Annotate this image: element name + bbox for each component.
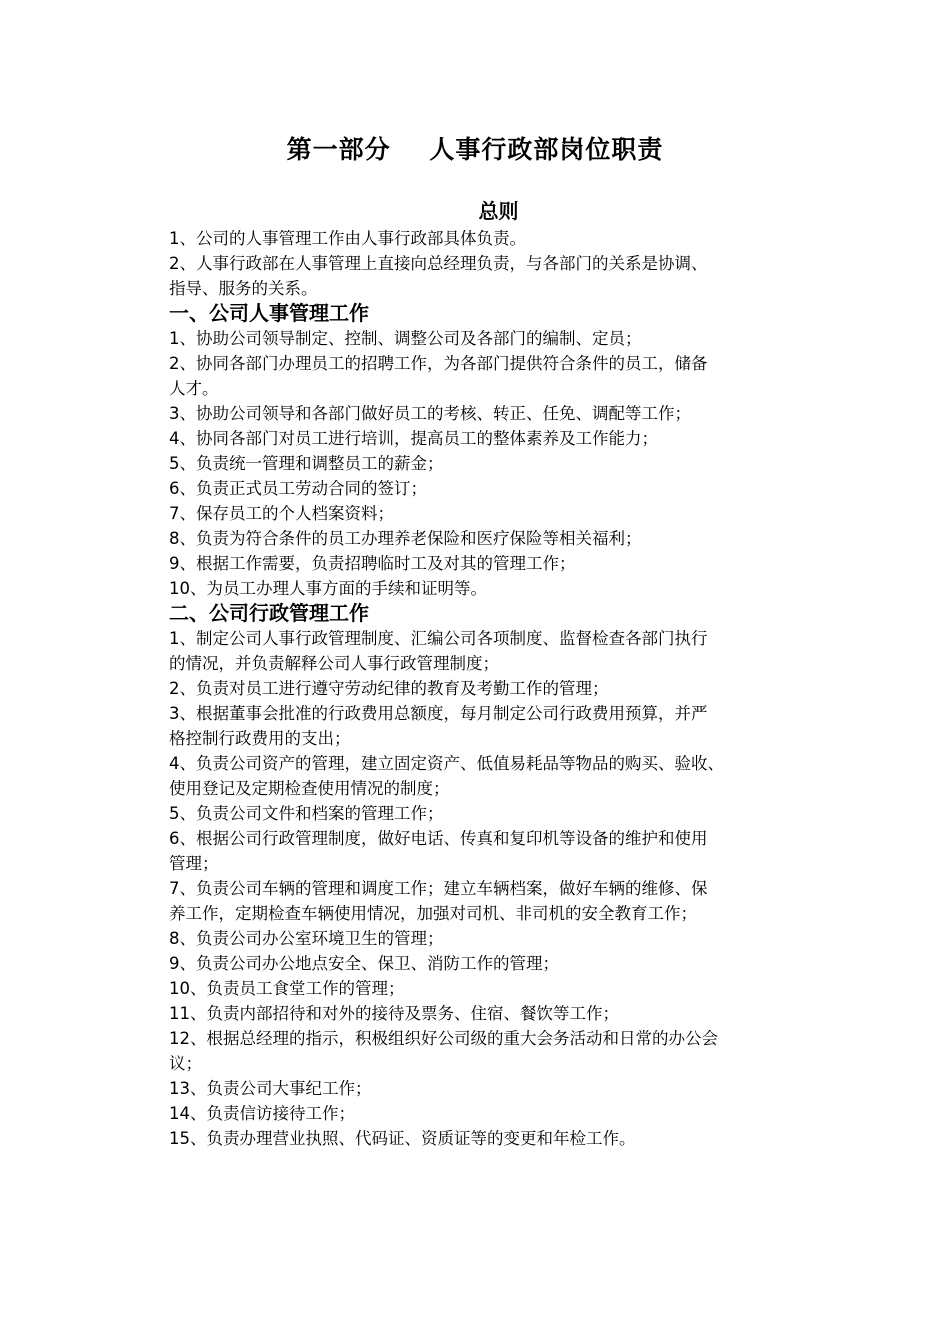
list-item: 5、负责统一管理和调整员工的薪金；: [169, 454, 444, 473]
list-item: 8、负责为符合条件的员工办理养老保险和医疗保险等相关福利；: [169, 529, 642, 548]
list-item: 4、协同各部门对员工进行培训，提高员工的整体素养及工作能力；: [169, 429, 658, 448]
list-item: 6、根据公司行政管理制度，做好电话、传真和复印机等设备的维护和使用: [169, 829, 708, 848]
list-item: 14、负责信访接待工作；: [169, 1104, 355, 1123]
list-item-continuation: 议；: [169, 1054, 202, 1073]
admin-section-heading: 二、公司行政管理工作: [169, 601, 369, 625]
list-item: 11、负责内部招待和对外的接待及票务、住宿、餐饮等工作；: [169, 1004, 619, 1023]
list-item: 7、保存员工的个人档案资料；: [169, 504, 394, 523]
list-item: 15、负责办理营业执照、代码证、资质证等的变更和年检工作。: [169, 1129, 636, 1148]
list-item: 9、负责公司办公地点安全、保卫、消防工作的管理；: [169, 954, 559, 973]
list-item-continuation: 格控制行政费用的支出；: [169, 729, 351, 748]
list-item-continuation: 管理；: [169, 854, 219, 873]
list-item-continuation: 使用登记及定期检查使用情况的制度；: [169, 779, 450, 798]
general-list: [169, 226, 824, 301]
list-item-continuation: 的情况，并负责解释公司人事行政管理制度；: [169, 654, 499, 673]
list-item-continuation: 养工作，定期检查车辆使用情况，加强对司机、非司机的安全教育工作；: [169, 904, 697, 923]
list-item: 9、根据工作需要，负责招聘临时工及对其的管理工作；: [169, 554, 576, 573]
list-item: 12、根据总经理的指示，积极组织好公司级的重大会务活动和日常的办公会: [169, 1029, 718, 1048]
list-item: 6、负责正式员工劳动合同的签订；: [169, 479, 427, 498]
general-heading: 总则: [478, 199, 519, 223]
list-item: 3、协助公司领导和各部门做好员工的考核、转正、任免、调配等工作；: [169, 404, 691, 423]
list-item: 2、人事行政部在人事管理上直接向总经理负责，与各部门的关系是协调、: [169, 254, 708, 273]
list-item: 10、为员工办理人事方面的手续和证明等。: [169, 579, 487, 598]
list-item-continuation: 人才。: [169, 379, 219, 398]
list-item: 3、根据董事会批准的行政费用总额度，每月制定公司行政费用预算，并严: [169, 704, 708, 723]
list-item: 1、协助公司领导制定、控制、调整公司及各部门的编制、定员；: [169, 329, 642, 348]
list-item-continuation: 指导、服务的关系。: [169, 279, 318, 298]
list-item: 13、负责公司大事纪工作；: [169, 1079, 372, 1098]
list-item: 10、负责员工食堂工作的管理；: [169, 979, 405, 998]
admin-section-list: [169, 626, 824, 1151]
hr-section-list: [169, 326, 824, 601]
list-item: 7、负责公司车辆的管理和调度工作；建立车辆档案，做好车辆的维修、保: [169, 879, 708, 898]
document-body: [169, 196, 824, 1151]
list-item: 1、公司的人事管理工作由人事行政部具体负责。: [169, 229, 526, 248]
list-item: 2、负责对员工进行遵守劳动纪律的教育及考勤工作的管理；: [169, 679, 609, 698]
hr-section-heading: 一、公司人事管理工作: [169, 301, 369, 325]
document-title: 第一部分 人事行政部岗位职责: [286, 135, 664, 164]
list-item: 1、制定公司人事行政管理制度、汇编公司各项制度、监督检查各部门执行: [169, 629, 708, 648]
list-item: 8、负责公司办公室环境卫生的管理；: [169, 929, 444, 948]
list-item: 2、协同各部门办理员工的招聘工作，为各部门提供符合条件的员工，储备: [169, 354, 708, 373]
list-item: 4、负责公司资产的管理，建立固定资产、低值易耗品等物品的购买、验收、: [169, 754, 724, 773]
list-item: 5、负责公司文件和档案的管理工作；: [169, 804, 444, 823]
